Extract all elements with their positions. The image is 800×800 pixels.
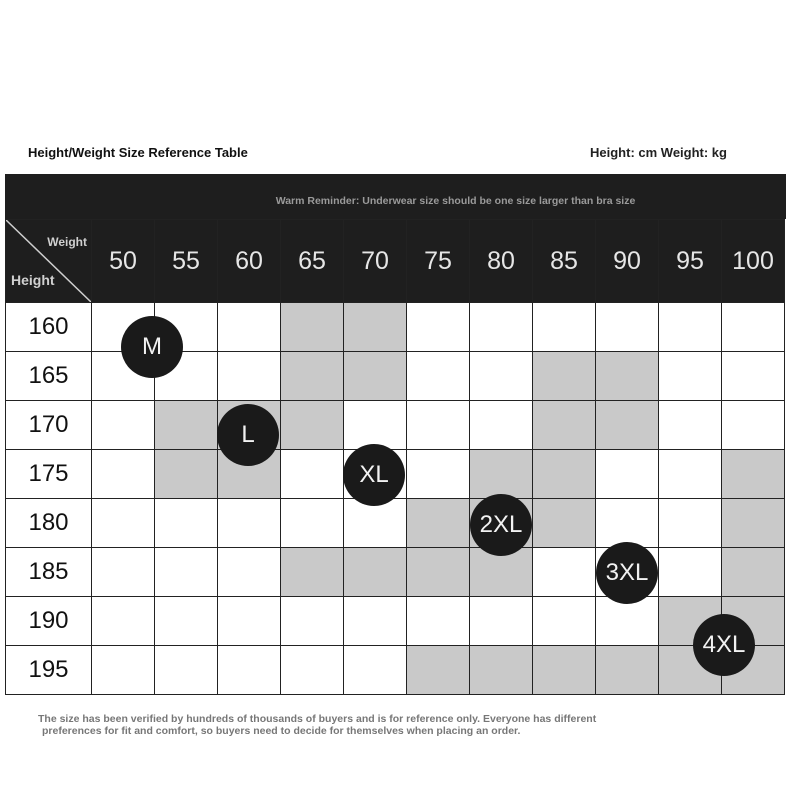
table-cell bbox=[155, 597, 218, 646]
height-label: 170 bbox=[6, 401, 92, 450]
weight-header: 85 bbox=[533, 220, 596, 303]
height-label: 160 bbox=[6, 303, 92, 352]
shaded-cell bbox=[533, 646, 596, 695]
weight-header: 95 bbox=[659, 220, 722, 303]
reminder-text: Warm Reminder: Underwear size should be one size larger than bra size bbox=[275, 195, 636, 207]
table-cell bbox=[92, 450, 155, 499]
table-cell bbox=[218, 352, 281, 401]
table-cell bbox=[281, 646, 344, 695]
table-cell bbox=[659, 401, 722, 450]
table-cell bbox=[155, 548, 218, 597]
table-cell bbox=[92, 499, 155, 548]
weight-header: 75 bbox=[407, 220, 470, 303]
shaded-cell bbox=[596, 401, 659, 450]
weight-header: 100 bbox=[722, 220, 785, 303]
table-cell bbox=[470, 401, 533, 450]
height-label: 175 bbox=[6, 450, 92, 499]
table-cell bbox=[218, 499, 281, 548]
shaded-cell bbox=[533, 450, 596, 499]
weight-header: 55 bbox=[155, 220, 218, 303]
size-badge-xl: XL bbox=[343, 444, 405, 506]
table-cell bbox=[722, 401, 785, 450]
footnote-line-1: The size has been verified by hundreds of thousands of buyers and is for reference only. Everyone has different bbox=[38, 713, 597, 725]
table-cell bbox=[407, 450, 470, 499]
table-cell bbox=[596, 303, 659, 352]
shaded-cell bbox=[407, 646, 470, 695]
size-badge-m: M bbox=[121, 316, 183, 378]
table-cell bbox=[218, 597, 281, 646]
height-label: 195 bbox=[6, 646, 92, 695]
shaded-cell bbox=[155, 450, 218, 499]
table-cell bbox=[596, 450, 659, 499]
table-cell bbox=[92, 548, 155, 597]
size-badge-3xl: 3XL bbox=[596, 542, 658, 604]
table-cell bbox=[470, 352, 533, 401]
table-cell bbox=[92, 597, 155, 646]
height-label: 165 bbox=[6, 352, 92, 401]
weight-header: 80 bbox=[470, 220, 533, 303]
table-cell bbox=[218, 646, 281, 695]
table-cell bbox=[92, 646, 155, 695]
table-cell bbox=[596, 499, 659, 548]
table-row bbox=[6, 597, 785, 646]
shaded-cell bbox=[722, 548, 785, 597]
table-cell bbox=[659, 499, 722, 548]
shaded-cell bbox=[281, 303, 344, 352]
footnote bbox=[38, 713, 738, 737]
table-cell bbox=[218, 303, 281, 352]
shaded-cell bbox=[722, 450, 785, 499]
size-badge-2xl: 2XL bbox=[470, 494, 532, 556]
weight-header: 90 bbox=[596, 220, 659, 303]
table-row bbox=[6, 548, 785, 597]
table-cell bbox=[407, 401, 470, 450]
table-cell bbox=[659, 352, 722, 401]
table-cell bbox=[722, 303, 785, 352]
shaded-cell bbox=[470, 646, 533, 695]
table-cell bbox=[344, 401, 407, 450]
table-cell bbox=[533, 303, 596, 352]
table-row bbox=[6, 499, 785, 548]
shaded-cell bbox=[344, 352, 407, 401]
table-cell bbox=[470, 597, 533, 646]
table-cell bbox=[659, 548, 722, 597]
weight-header: 65 bbox=[281, 220, 344, 303]
table-cell bbox=[218, 548, 281, 597]
shaded-cell bbox=[596, 352, 659, 401]
shaded-cell bbox=[281, 401, 344, 450]
shaded-cell bbox=[344, 303, 407, 352]
table-cell bbox=[659, 303, 722, 352]
table-cell bbox=[155, 646, 218, 695]
table-cell bbox=[722, 352, 785, 401]
table-row bbox=[6, 646, 785, 695]
table-cell bbox=[281, 597, 344, 646]
weight-header: 60 bbox=[218, 220, 281, 303]
table-cell bbox=[281, 450, 344, 499]
table-row bbox=[6, 401, 785, 450]
shaded-cell bbox=[722, 499, 785, 548]
weight-header: 50 bbox=[92, 220, 155, 303]
table-cell bbox=[344, 597, 407, 646]
table-cell bbox=[155, 499, 218, 548]
table-cell bbox=[344, 646, 407, 695]
shaded-cell bbox=[344, 548, 407, 597]
table-cell bbox=[533, 548, 596, 597]
table-cell bbox=[407, 303, 470, 352]
reminder-bar bbox=[5, 174, 786, 219]
table-cell bbox=[407, 597, 470, 646]
shaded-cell bbox=[533, 352, 596, 401]
height-label: 185 bbox=[6, 548, 92, 597]
shaded-cell bbox=[533, 401, 596, 450]
shaded-cell bbox=[281, 548, 344, 597]
table-cell bbox=[470, 303, 533, 352]
table-cell bbox=[407, 352, 470, 401]
table-cell bbox=[92, 401, 155, 450]
corner-cell bbox=[6, 220, 92, 303]
shaded-cell bbox=[407, 548, 470, 597]
table-cell bbox=[659, 450, 722, 499]
weight-axis-label: Weight bbox=[47, 235, 87, 249]
shaded-cell bbox=[596, 646, 659, 695]
shaded-cell bbox=[470, 450, 533, 499]
shaded-cell bbox=[533, 499, 596, 548]
units-label: Height: cm Weight: kg bbox=[590, 145, 727, 160]
shaded-cell bbox=[155, 401, 218, 450]
table-cell bbox=[281, 499, 344, 548]
size-badge-4xl: 4XL bbox=[693, 614, 755, 676]
table-cell bbox=[533, 597, 596, 646]
height-axis-label: Height bbox=[11, 272, 55, 288]
height-label: 190 bbox=[6, 597, 92, 646]
weight-header: 70 bbox=[344, 220, 407, 303]
size-badge-l: L bbox=[217, 404, 279, 466]
header-row bbox=[6, 220, 785, 303]
corner-diagonal bbox=[6, 220, 91, 302]
table-row bbox=[6, 352, 785, 401]
shaded-cell bbox=[281, 352, 344, 401]
height-label: 180 bbox=[6, 499, 92, 548]
shaded-cell bbox=[407, 499, 470, 548]
page-title: Height/Weight Size Reference Table bbox=[28, 145, 248, 160]
footnote-line-2: preferences for fit and comfort, so buyers need to decide for themselves when placing an order. bbox=[42, 725, 521, 737]
